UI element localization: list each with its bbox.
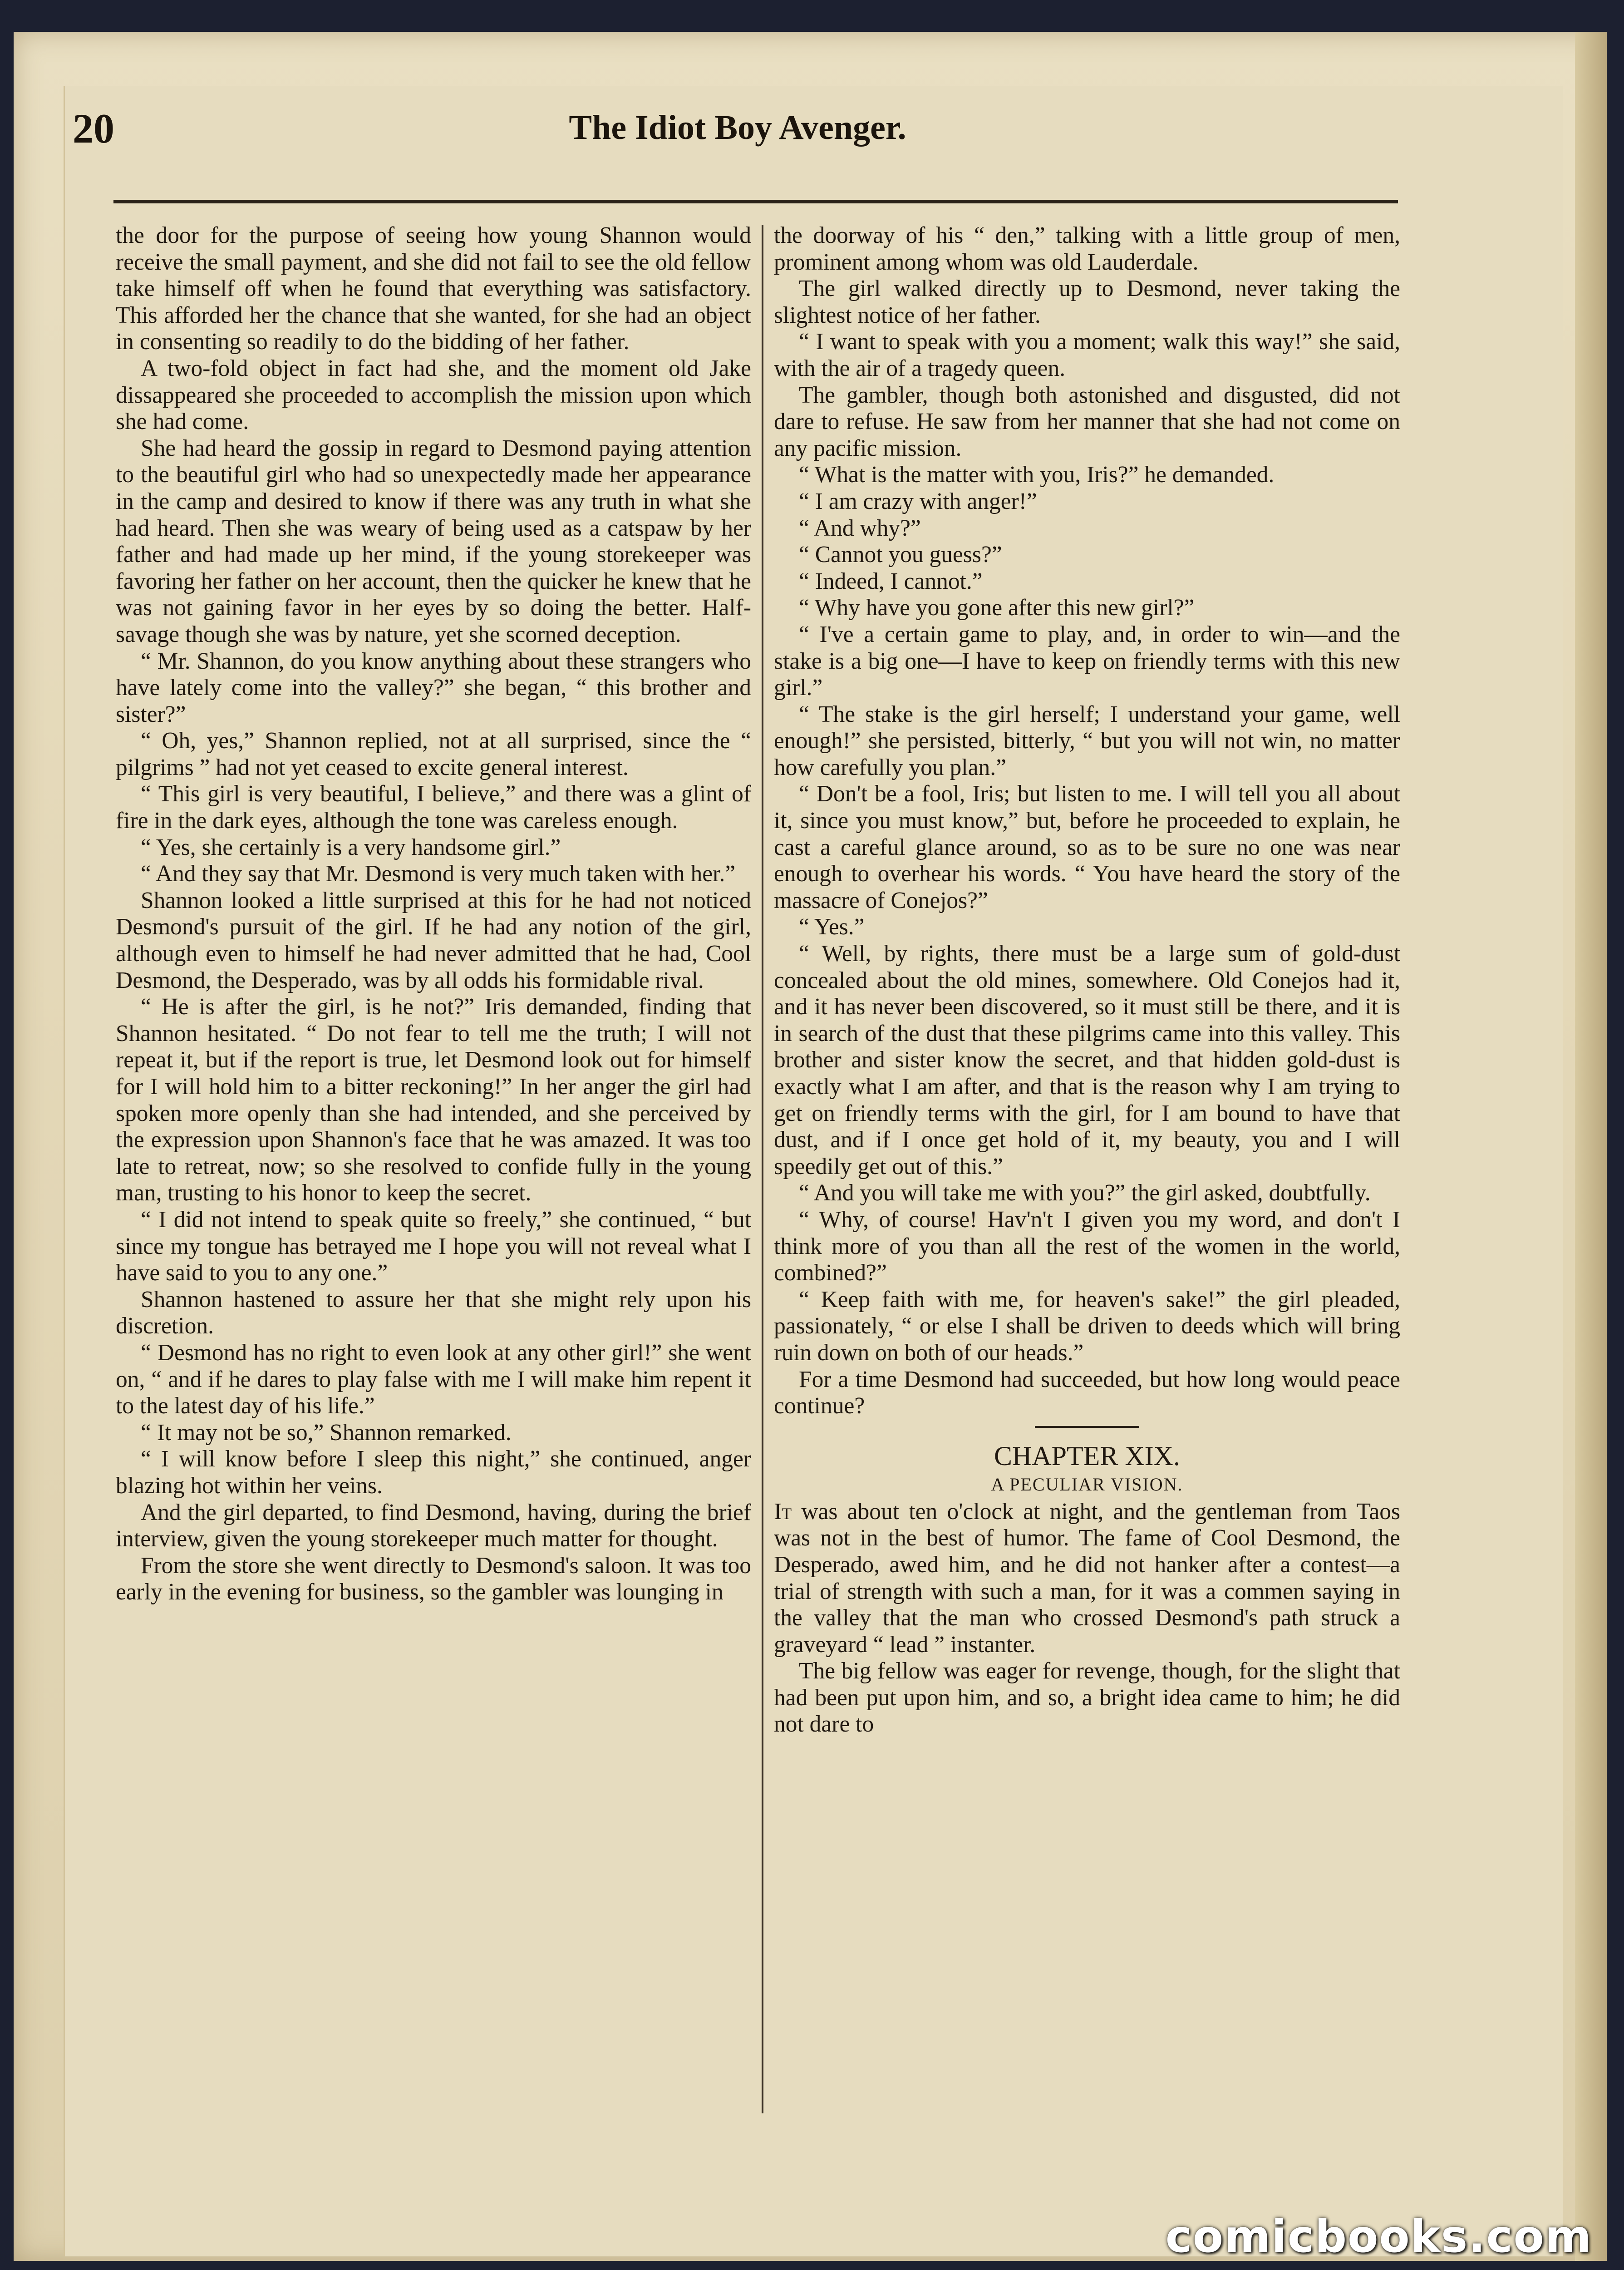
- page-header: [73, 95, 1403, 163]
- paragraph: The girl walked directly up to Desmond, never taking the slightest notice of her father.: [774, 276, 1400, 328]
- paragraph: For a time Desmond had succeeded, but how long would peace continue?: [774, 1366, 1400, 1419]
- chapter-divider: [1035, 1426, 1139, 1428]
- paragraph: She had heard the gossip in regard to Desmond paying attention to the beautiful girl who had so unexpectedly made her appearance in the camp and desired to know if there was any truth in what she had heard. Then she was weary of being used as a catspaw by her father and had made up her mind, if the young storekeeper was favoring her father on her account, then the quicker he knew that he was not gaining favor in her eyes by so doing the better. Half-savage though she was by nature, yet she scorned deception.: [116, 435, 751, 647]
- left-column: [116, 222, 751, 2116]
- paragraph: “ The stake is the girl herself; I understand your game, well enough!” she persisted, bitterly, “ but you will not win, no matter how carefully you plan.”: [774, 701, 1400, 780]
- paragraph: The big fellow was eager for revenge, though, for the slight that had been put upon him, and so, a bright idea came to him; he did not dare to: [774, 1658, 1400, 1737]
- paragraph: “ Don't be a fool, Iris; but listen to me. I will tell you all about it, since you must know,” but, before he proceeded to explain, he cast a careful glance around, so as to be sure no one was near enough to overhear his words. “ You have heard the story of the massacre of Conejos?”: [774, 781, 1400, 913]
- paragraph: “ And you will take me with you?” the girl asked, doubtfully.: [799, 1180, 1371, 1206]
- paragraph: the doorway of his “ den,” talking with a little group of men, prominent among whom was old Lauderdale.: [774, 222, 1400, 275]
- column-divider: [762, 225, 763, 2113]
- chapter-opening-paragraph: [774, 1499, 1400, 1658]
- paragraph: “ Oh, yes,” Shannon replied, not at all surprised, since the “ pilgrims ” had not yet ceased to excite general interest.: [116, 728, 751, 780]
- paragraph: “ I've a certain game to play, and, in order to win—and the stake is a big one—I have to keep on friendly terms with this new girl.”: [774, 621, 1400, 701]
- watermark: comicbooks.com: [1165, 2211, 1592, 2263]
- paragraph: “ Keep faith with me, for heaven's sake!” the girl pleaded, passionately, “ or else I shall be driven to deeds which will bring ruin down on both of our heads.”: [774, 1286, 1400, 1366]
- chapter-title: CHAPTER XIX.: [994, 1441, 1180, 1471]
- paragraph: “ I want to speak with you a moment; walk this way!” she said, with the air of a tragedy queen.: [774, 329, 1400, 381]
- paragraph: “ I will know before I sleep this night,” she continued, anger blazing hot within her veins.: [116, 1446, 751, 1499]
- paragraph: “ Cannot you guess?”: [799, 542, 1002, 568]
- paragraph: The gambler, though both astonished and disgusted, did not dare to refuse. He saw from her manner that she had not come on any pacific mission.: [774, 382, 1400, 461]
- paragraph: And the girl departed, to find Desmond, having, during the brief interview, given the young storekeeper much matter for thought.: [116, 1499, 751, 1552]
- paragraph: “ Desmond has no right to even look at any other girl!” she went on, “ and if he dares to play false with me I will make him repent it to the latest day of his life.”: [116, 1339, 751, 1419]
- paragraph: “ It may not be so,” Shannon remarked.: [141, 1419, 512, 1446]
- running-title: The Idiot Boy Avenger.: [569, 109, 906, 147]
- page-number: 20: [73, 105, 114, 152]
- paragraph: “ Well, by rights, there must be a large sum of gold-dust concealed about the old mines, somewhere. Old Conejos had it, and it has never been discovered, so it must still be there, and it is in search of the dust that these pilgrims came into this valley. This brother and sister know the secret, and that hidden gold-dust is exactly what I am after, and that is the reason why I am trying to get on friendly terms with the girl, for I am bound to have that dust, and if I once get hold of it, my beauty, you and I will speedily get out of this.”: [774, 941, 1400, 1179]
- paragraph: “ And why?”: [799, 515, 921, 541]
- paragraph: “ I am crazy with anger!”: [799, 488, 1037, 514]
- paragraph: Shannon looked a little surprised at this for he had not noticed Desmond's pursuit of the girl. If he had any notion of the girl, although even to himself he had never admitted that he had, Cool Desmond, the Desperado, was by all odds his formidable rival.: [116, 887, 751, 993]
- paragraph-text: was about ten o'clock at night, and the gentleman from Taos was not in the best of humor. The fame of Cool Desmond, the Desperado, awed him, and he did not hanker after a contest—a trial of strength with such a man, for it was a commen saying in the valley that the man who crossed Desmond's path struck a graveyard “ lead ” instanter.: [774, 1498, 1400, 1658]
- paragraph: “ Indeed, I cannot.”: [799, 568, 983, 594]
- paragraph: “ This girl is very beautiful, I believe,” and there was a glint of fire in the dark eyes, although the tone was careless enough.: [116, 781, 751, 834]
- paragraph: “ I did not intend to speak quite so freely,” she continued, “ but since my tongue has betrayed me I hope you will not reveal what I have said to you to any one.”: [116, 1206, 751, 1286]
- right-column: [774, 222, 1400, 2116]
- paragraph: “ And they say that Mr. Desmond is very much taken with her.”: [141, 861, 736, 887]
- paragraph: “ Why have you gone after this new girl?”: [799, 595, 1195, 621]
- header-rule: [113, 200, 1398, 203]
- page-edge: [1575, 32, 1607, 2261]
- paragraph: From the store she went directly to Desmond's saloon. It was too early in the evening for business, so the gambler was lounging in: [116, 1552, 751, 1605]
- paragraph: “ Mr. Shannon, do you know anything about these strangers who have lately come into the valley?” she began, “ this brother and sister?”: [116, 648, 751, 727]
- paragraph: “ Yes, she certainly is a very handsome girl.”: [141, 834, 561, 860]
- paragraph: Shannon hastened to assure her that she might rely upon his discretion.: [116, 1286, 751, 1339]
- paragraph: A two-fold object in fact had she, and the moment old Jake dissappeared she proceeded to accomplish the mission upon which she had come.: [116, 355, 751, 435]
- paragraph: “ Why, of course! Hav'n't I given you my word, and don't I think more of you than all the rest of the women in the world, combined?”: [774, 1206, 1400, 1286]
- paragraph: “ What is the matter with you, Iris?” he demanded.: [799, 462, 1275, 488]
- chapter-subtitle: A PECULIAR VISION.: [991, 1474, 1183, 1495]
- chapter-dropcap: It: [774, 1498, 792, 1525]
- paragraph: “ Yes.”: [799, 914, 865, 940]
- paragraph: the door for the purpose of seeing how young Shannon would receive the small payment, and she did not fail to see the old fellow take himself off when he found that everything was satisfactory. This afforded her the chance that she wanted, for she had an object in consenting so readily to do the bidding of her father.: [116, 222, 751, 355]
- paragraph: “ He is after the girl, is he not?” Iris demanded, finding that Shannon hesitated. “ Do not fear to tell me the truth; I will not repeat it, but if the report is true, let Desmond look out for himself for I will hold him to a bitter reckoning!” In her anger the girl had spoken more openly than she had intended, and she perceived by the expression upon Shannon's face that he was amazed. It was too late to retreat, now; so she resolved to confide fully in the young man, trusting to his honor to keep the secret.: [116, 994, 751, 1206]
